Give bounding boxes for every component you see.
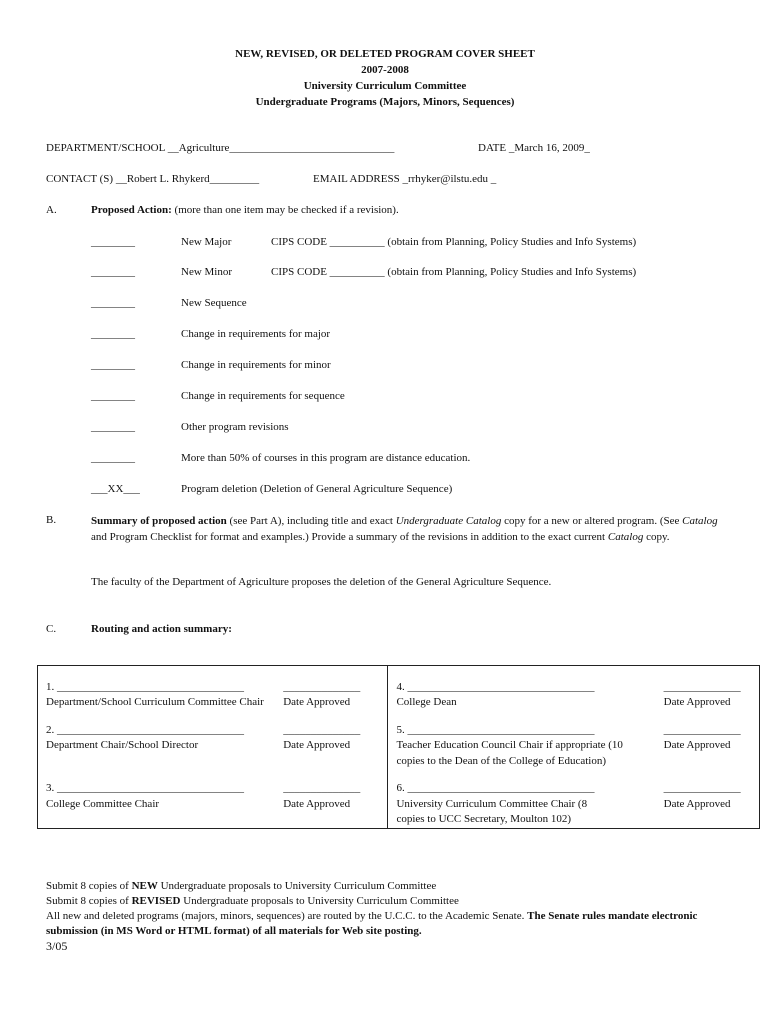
contact-value: __Robert L. Rhykerd_________ [115,173,260,185]
department-label: DEPARTMENT/SCHOOL [46,142,165,154]
submission-note-revised [46,894,746,909]
section-b-instructions [91,514,731,545]
cips-code-note: CIPS CODE __________ (obtain from Planning, Policy Studies and Info Systems) [271,236,637,248]
note-text: All new and deleted programs (majors, minors, sequences) are routed by the U.C.C. to the Academic Senate. [46,910,528,922]
option-mark: ________ [91,421,135,433]
note-emphasis: REVISED [131,895,181,907]
option-label: Change in requirements for major [181,328,331,340]
date-cell [638,781,760,828]
date-line: ______________ [663,782,741,794]
routing-row [38,680,760,711]
date-cell [275,723,388,770]
section-c-heading: Routing and action summary: [91,623,232,635]
department-value: __Agriculture______________________________ [167,142,395,154]
signatory-title: College Dean [396,696,457,708]
section-b-heading: Summary of proposed action [91,515,227,527]
instruction-text: (see Part A), including title and exact [226,515,396,527]
submission-note-new [46,879,746,894]
form-subtitle: Undergraduate Programs (Majors, Minors, Sequences) [255,96,515,108]
routing-row [38,781,760,828]
instruction-text: copy for a new or altered program. (See [501,515,683,527]
signature-line: 3. __________________________________ [46,782,244,794]
senate-routing-note [46,909,746,939]
option-label: Change in requirements for minor [181,359,331,371]
department-field [46,142,394,154]
date-approved-label: Date Approved [663,696,731,708]
routing-table [37,665,760,829]
note-emphasis: The Senate rules mandate electronic submission (in MS Word or HTML format) of all materials for Web site posting. [46,910,698,937]
option-label: More than 50% of courses in this program are distance education. [181,452,471,464]
email-field [313,173,496,185]
contact-label: CONTACT (S) [46,173,114,185]
date-label: DATE [478,142,507,154]
section-a-letter: A. [46,204,57,216]
signatory-title: Department Chair/School Director [46,739,199,751]
signatory-title: College Committee Chair [46,797,160,810]
option-label: New Major [181,236,232,248]
signatory-title: University Curriculum Committee Chair (8 copies to UCC Secretary, Moulton 102) [396,797,588,825]
option-label: Other program revisions [181,421,289,433]
option-label: New Minor [181,266,233,278]
date-cell [275,680,388,711]
form-title: NEW, REVISED, OR DELETED PROGRAM COVER SHEET [235,48,535,60]
signature-line: 1. __________________________________ [46,680,244,693]
date-line: ______________ [663,680,741,693]
option-mark: ________ [91,236,135,248]
instruction-text: copy. [643,530,670,543]
date-approved-label: Date Approved [283,696,351,708]
email-label: EMAIL ADDRESS [313,173,400,185]
date-line: ______________ [663,723,741,736]
option-label: Change in requirements for sequence [181,390,345,402]
signature-cell [38,723,276,770]
option-mark-checked: ___XX___ [91,483,140,495]
catalog-title: Catalog [607,530,644,543]
date-cell [638,680,760,711]
cips-code-note: CIPS CODE __________ (obtain from Planning, Policy Studies and Info Systems) [271,266,637,278]
signature-line: 2. __________________________________ [46,723,244,736]
option-mark: ________ [91,359,135,371]
note-text: Undergraduate proposals to University Curriculum Committee [157,880,437,892]
date-cell [275,781,388,828]
note-emphasis: NEW [131,880,158,892]
contact-field [46,173,259,185]
date-approved-label: Date Approved [283,797,351,810]
note-text: Submit 8 copies of [46,880,132,892]
option-mark: ________ [91,452,135,464]
catalog-title: Catalog [682,515,718,527]
signature-line: 5. __________________________________ [396,723,595,736]
date-line: ______________ [283,680,361,693]
option-label: New Sequence [181,297,247,309]
section-a-heading-text: (more than one item may be checked if a revision). [171,204,399,216]
signature-cell [38,680,276,711]
date-approved-label: Date Approved [283,739,351,751]
section-a-heading-bold: Proposed Action: [91,204,172,216]
date-line: ______________ [283,723,361,736]
date-line: ______________ [283,782,361,794]
signature-cell [388,680,638,711]
academic-year: 2007-2008 [361,64,409,76]
signature-cell [38,781,276,828]
summary-text: The faculty of the Department of Agriculture proposes the deletion of the General Agriculture Sequence. [91,576,552,588]
section-b-letter: B. [46,514,57,526]
signature-line: 6. __________________________________ [396,782,595,794]
routing-row [38,723,760,770]
signatory-title: Department/School Curriculum Committee Chair [46,696,264,708]
date-cell [638,723,760,770]
signatory-title: Teacher Education Council Chair if appropriate (10 copies to the Dean of the College of Education) [396,739,623,767]
option-label: Program deletion (Deletion of General Agriculture Sequence) [181,483,453,495]
instruction-text: and Program Checklist for format and examples.) Provide a summary of the revisions in addition to the exact current [91,530,608,543]
email-value: _rrhyker@ilstu.edu _ [402,173,497,185]
note-text: Submit 8 copies of [46,895,132,907]
signature-cell [388,723,638,770]
date-approved-label: Date Approved [663,797,731,810]
signature-cell [388,781,638,828]
option-mark: ________ [91,328,135,340]
date-value: _March 16, 2009_ [508,142,590,154]
date-approved-label: Date Approved [663,739,731,751]
section-a-heading [91,204,399,216]
section-c-letter: C. [46,623,57,635]
option-mark: ________ [91,390,135,402]
option-mark: ________ [91,297,135,309]
note-text: Undergraduate proposals to University Curriculum Committee [180,895,459,907]
date-field [478,142,590,154]
form-version: 3/05 [46,939,68,953]
option-mark: ________ [91,266,135,278]
catalog-title: Undergraduate Catalog [395,515,502,527]
committee-name: University Curriculum Committee [303,80,467,92]
signature-line: 4. __________________________________ [396,680,595,693]
